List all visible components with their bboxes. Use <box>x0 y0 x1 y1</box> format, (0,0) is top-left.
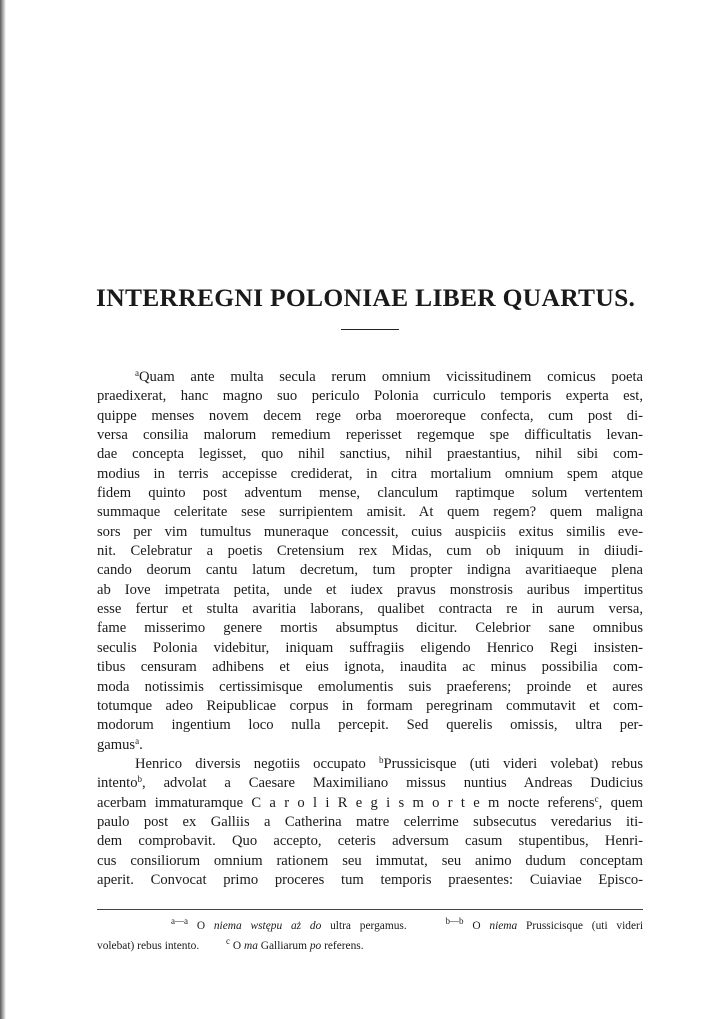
footnote-rule <box>97 909 643 910</box>
text-line <box>97 503 643 522</box>
text-line <box>97 484 643 503</box>
text-line <box>97 387 643 406</box>
line-text: . <box>139 736 143 753</box>
line-text: summaque celeritate sese surripientem amisit. At quem regem? quem maligna <box>97 504 643 521</box>
line-text: , advolat a Caesare Maximiliano missus nuntius Andreas Dudicius <box>142 775 643 792</box>
line-text: intento <box>97 775 138 792</box>
footnote-line-2 <box>97 936 643 956</box>
line-text: praedixerat, hanc magno suo periculo Polonia curriculo temporis experta est, <box>97 388 643 405</box>
text-line <box>97 426 643 445</box>
text-line <box>97 716 643 735</box>
footnote-ref: a <box>135 368 139 378</box>
line-text: dae concepta legisset, quo nihil sanctius, nihil praestantius, nihil sibi com- <box>97 446 643 463</box>
text-line <box>97 871 643 890</box>
footnote-mark-a: a—a <box>171 916 188 926</box>
text-line <box>97 678 643 697</box>
line-text: versa consilia malorum remedium reperisset regemque spe difficultatis levan- <box>97 427 643 444</box>
line-text: aperit. Convocat primo proceres tum temporis praesentes: Cuiaviae Episco- <box>97 871 643 888</box>
line-text: , quem <box>598 794 643 811</box>
footnote-text: O <box>196 920 206 932</box>
line-text: cus consiliorum omnium rationem seu immutat, seu animo dudum conceptam <box>97 852 643 869</box>
footnote-text: Prussicisque (uti videri <box>526 920 643 932</box>
line-text: cando deorum cantu latum decretum, tum propter indigna avaritiaeque plena <box>97 562 643 579</box>
line-text: Prussicisque (uti videri volebat) rebus <box>383 755 643 772</box>
text-line <box>97 600 643 619</box>
line-text: Quam ante multa secula rerum omnium vicissitudinem comicus poeta <box>139 369 643 385</box>
page-spine-shadow <box>0 0 6 1019</box>
footnote-text: O <box>232 940 242 952</box>
line-text: dem comprobavit. Quo accepto, ceteris adversum casum stupentibus, Henri- <box>97 833 643 850</box>
footnote-text: referens. <box>324 940 364 952</box>
text-line <box>97 813 643 832</box>
line-text: esse fertur et stulta avaritia laborans, qualibet contracta re in aurum versa, <box>97 601 643 618</box>
line-text: modius in terris accepisse crediderat, in citra mortalium omnium spem atque <box>97 465 643 482</box>
footnote-text: ultra pergamus. <box>330 920 407 932</box>
text-line <box>97 581 643 600</box>
footnote-ref: b <box>379 754 384 765</box>
body-text <box>97 368 643 890</box>
line-text: quippe menses novem decem rege orba moeroreque confecta, cum post di- <box>97 407 643 424</box>
footnotes <box>97 916 643 956</box>
text-line <box>97 697 643 716</box>
text-line <box>97 561 643 580</box>
footnote-mark-b: b—b <box>445 916 464 926</box>
page-title: INTERREGNI POLONIAE LIBER QUARTUS. <box>96 283 636 312</box>
footnote-text: volebat) rebus intento. <box>97 940 200 952</box>
footnote-mark-c: c <box>226 936 231 946</box>
line-text: moda notissimis certissimisque emolumentis suis praeferens; proinde et aures <box>97 678 643 695</box>
text-line <box>97 523 643 542</box>
footnote-text: O <box>472 920 481 932</box>
line-text: nit. Celebratur a poetis Cretensium rex Midas, cum ob iniquum in diiudi- <box>97 543 643 560</box>
line-text: tibus censuram adhibens et eius ignota, inaudita ac minus possibilia com- <box>97 659 643 676</box>
text-line <box>97 794 643 813</box>
text-line <box>97 736 643 755</box>
text-line <box>97 755 643 774</box>
text-line <box>97 368 643 387</box>
text-line <box>97 445 643 464</box>
text-line <box>97 619 643 638</box>
line-text: seculis Polonia videbitur, iniquam suffragiis eligendo Henrico Regi insisten- <box>97 639 643 656</box>
text-line <box>97 832 643 851</box>
text-line <box>97 407 643 426</box>
footnote-italic: ma <box>243 940 258 952</box>
line-text: sors per vim tumultus muneraque concessit, cuius auspiciis exitus similis eve- <box>97 523 643 540</box>
footnote-text: Galliarum <box>260 940 307 952</box>
line-text: fidem quinto post adventum mense, clanculum raptimque solum vertentem <box>97 485 643 502</box>
text-line <box>97 658 643 677</box>
footnote-italic: po <box>309 940 322 952</box>
text-line <box>97 639 643 658</box>
line-text: paulo post ex Galliis a Catherina matre celerrime subsecutus veredarius iti- <box>97 813 643 830</box>
line-text: ab Iove impetrata petita, unde et iudex pravus monstrosis auribus impertitus <box>97 581 643 598</box>
title-rule <box>341 329 399 330</box>
footnote-italic: niema <box>489 920 518 932</box>
footnote-ref: c <box>594 793 599 804</box>
line-text: modorum ingentium loco nulla percepit. Sed querelis omissis, ultra per- <box>97 717 643 734</box>
footnote-ref: b <box>137 774 143 785</box>
line-text: fame misserimo genere mortis absumptus dicitur. Celebrior sane omnibus <box>97 620 643 637</box>
footnote-ref: a <box>135 735 140 746</box>
text-line <box>97 465 643 484</box>
line-text: acerbam immaturamque C a r o l i R e g i s m o r t e m nocte referens <box>97 794 595 811</box>
line-text: totumque adeo Reipublicae corpus in formam peregrinam commutavit et com- <box>97 697 643 714</box>
footnote-line-1 <box>97 916 643 936</box>
text-line <box>97 852 643 871</box>
line-text: Henrico diversis negotiis occupato <box>135 755 380 772</box>
text-line <box>97 774 643 793</box>
footnote-italic: niema wstępu aż do <box>213 920 322 932</box>
line-text: gamus <box>97 736 136 753</box>
text-line <box>97 542 643 561</box>
